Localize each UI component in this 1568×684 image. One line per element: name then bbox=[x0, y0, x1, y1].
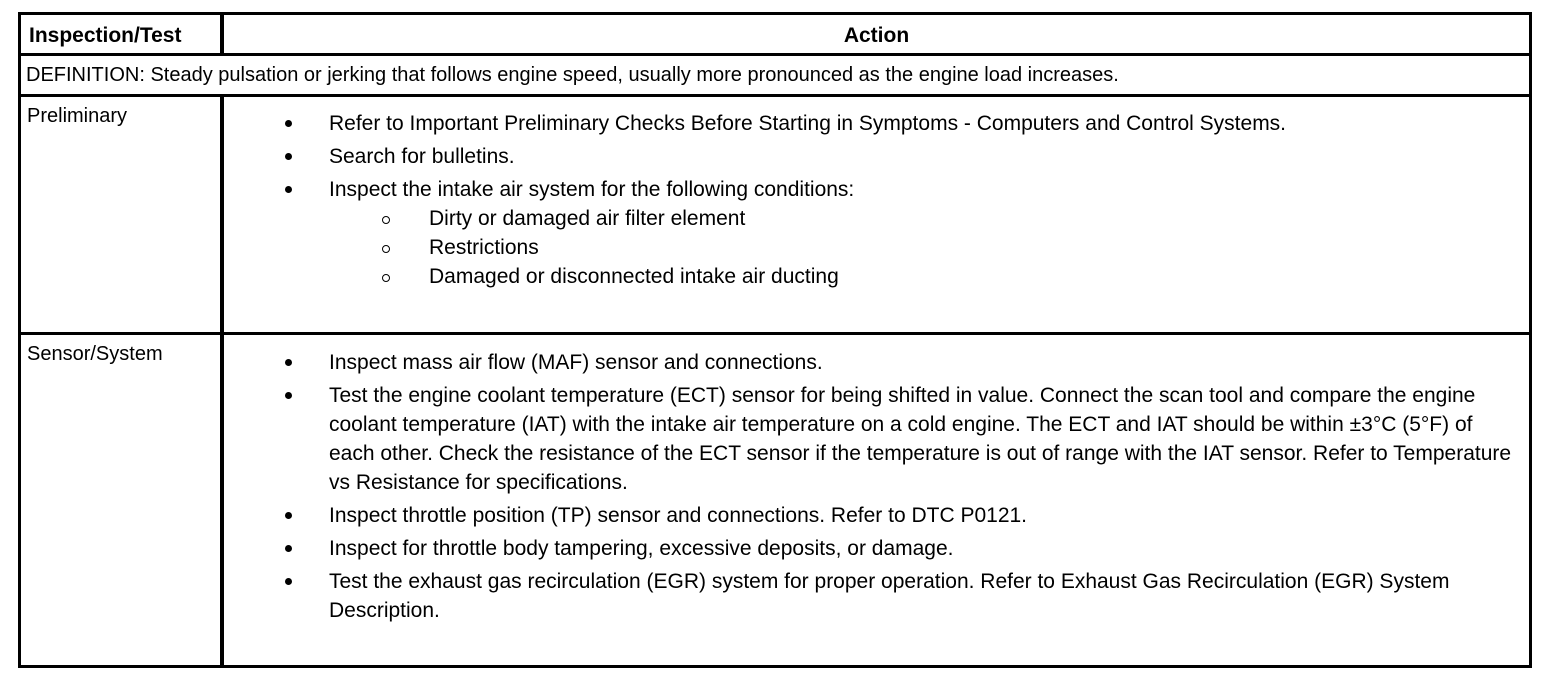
definition-row bbox=[21, 56, 1529, 97]
list-item: Search for bulletins. bbox=[224, 142, 1519, 171]
list-item: Refer to Important Preliminary Checks Before Starting in Symptoms - Computers and Control Systems. bbox=[224, 109, 1519, 138]
list-item-text: Inspect the intake air system for the following conditions: bbox=[329, 178, 855, 201]
list-item: Test the engine coolant temperature (ECT) sensor for being shifted in value. Connect the scan tool and compare the engine coolant temperature (IAT) with the intake air temperature on a cold engine. The ECT and IAT should be within ±3°C (5°F) of each other. Check the resistance of the ECT sensor if the temperature is out of range with the IAT sensor. Refer to Temperature vs Resistance for specifications. bbox=[224, 381, 1519, 497]
sub-list bbox=[329, 204, 1519, 291]
row-label-cell bbox=[21, 97, 224, 332]
definition-text: DEFINITION: Steady pulsation or jerking that follows engine speed, usually more pronounced as the engine load increases. bbox=[26, 64, 1119, 86]
diagnostic-table bbox=[18, 12, 1532, 668]
sensor-bullet-list bbox=[224, 348, 1519, 629]
table-row bbox=[21, 335, 1529, 665]
list-item: Inspect for throttle body tampering, excessive deposits, or damage. bbox=[224, 534, 1519, 563]
sub-list-item: Restrictions bbox=[329, 233, 1519, 262]
header-cell-action bbox=[224, 15, 1529, 53]
header-cell-inspection bbox=[21, 15, 224, 53]
row-label-preliminary: Preliminary bbox=[27, 105, 128, 127]
preliminary-bullet-list bbox=[224, 109, 1519, 295]
header-inspection-test: Inspection/Test bbox=[29, 24, 182, 47]
sub-list-item: Dirty or damaged air filter element bbox=[329, 204, 1519, 233]
list-item: Inspect mass air flow (MAF) sensor and connections. bbox=[224, 348, 1519, 377]
sub-list-item: Damaged or disconnected intake air ducting bbox=[329, 262, 1519, 291]
table-row bbox=[21, 97, 1529, 335]
row-label-sensor-system: Sensor/System bbox=[27, 343, 163, 365]
row-label-cell bbox=[21, 335, 224, 665]
row-action-cell bbox=[224, 97, 1529, 332]
header-action: Action bbox=[843, 24, 910, 47]
list-item: Inspect throttle position (TP) sensor and connections. Refer to DTC P0121. bbox=[224, 501, 1519, 530]
list-item: Test the exhaust gas recirculation (EGR) system for proper operation. Refer to Exhaust Gas Recirculation (EGR) System Description. bbox=[224, 567, 1519, 625]
list-item bbox=[224, 175, 1519, 291]
row-action-cell bbox=[224, 335, 1529, 665]
table-header-row bbox=[21, 15, 1529, 56]
